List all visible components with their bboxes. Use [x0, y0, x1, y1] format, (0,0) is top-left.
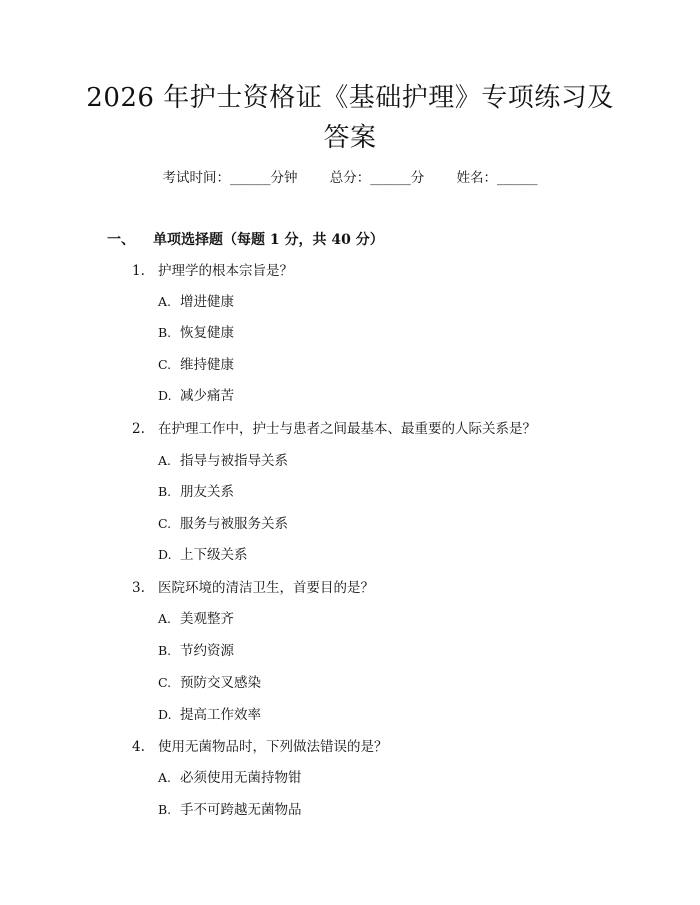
exam-name: 姓名：______ — [456, 170, 538, 186]
option-text: 恢复健康 — [180, 325, 234, 341]
option-letter: A. — [158, 453, 172, 468]
option-text: 提高工作效率 — [180, 707, 261, 723]
option-text: 减少痛苦 — [180, 388, 234, 404]
document-title-continued: 答案 — [323, 123, 377, 153]
option-letter: A. — [158, 770, 172, 785]
option-2c — [158, 514, 288, 534]
exam-total-score: 总分：______分 — [329, 170, 425, 186]
option-letter: B. — [158, 802, 172, 817]
document-title: 2026 年护士资格证《基础护理》专项练习及 — [86, 83, 614, 113]
option-1a — [158, 292, 234, 312]
option-letter: B. — [158, 484, 172, 499]
option-1c — [158, 355, 234, 375]
option-letter: C. — [158, 357, 172, 372]
question-number: 4. — [132, 739, 145, 755]
question-2 — [132, 419, 536, 439]
option-text: 增进健康 — [180, 294, 234, 310]
question-number: 1. — [132, 263, 145, 279]
section-number: 一、 — [107, 232, 135, 248]
option-text: 必须使用无菌持物钳 — [180, 770, 302, 786]
question-text: 护理学的根本宗旨是？ — [158, 263, 293, 279]
option-text: 服务与被服务关系 — [180, 516, 288, 532]
option-3c — [158, 673, 261, 693]
option-text: 指导与被指导关系 — [180, 453, 288, 469]
section-title: 单项选择题（每题 1 分，共 40 分） — [153, 232, 384, 248]
option-3a — [158, 609, 234, 629]
question-number: 3. — [132, 580, 145, 596]
option-letter: B. — [158, 643, 172, 658]
question-4 — [132, 737, 388, 757]
exam-time: 考试时间：______分钟 — [162, 170, 298, 186]
option-2b — [158, 482, 234, 502]
option-letter: A. — [158, 611, 172, 626]
option-text: 预防交叉感染 — [180, 675, 261, 691]
question-3 — [132, 578, 374, 598]
option-letter: A. — [158, 294, 172, 309]
option-1b — [158, 323, 234, 343]
option-4b — [158, 800, 302, 820]
option-letter: B. — [158, 325, 172, 340]
question-number: 2. — [132, 421, 145, 437]
section-heading — [107, 230, 384, 250]
option-4a — [158, 768, 302, 788]
question-text: 使用无菌物品时，下列做法错误的是？ — [158, 739, 388, 755]
option-2d — [158, 545, 248, 565]
option-letter: D. — [158, 547, 172, 562]
option-letter: C. — [158, 516, 172, 531]
option-2a — [158, 451, 288, 471]
option-3b — [158, 641, 234, 661]
question-text: 医院环境的清洁卫生，首要目的是？ — [158, 580, 374, 596]
option-text: 手不可跨越无菌物品 — [180, 802, 302, 818]
option-text: 美观整齐 — [180, 611, 234, 627]
question-1 — [132, 261, 293, 281]
option-text: 上下级关系 — [180, 547, 248, 563]
option-letter: D. — [158, 707, 172, 722]
option-3d — [158, 705, 261, 725]
option-text: 维持健康 — [180, 357, 234, 373]
option-text: 节约资源 — [180, 643, 234, 659]
option-letter: C. — [158, 675, 172, 690]
option-text: 朋友关系 — [180, 484, 234, 500]
option-letter: D. — [158, 388, 172, 403]
option-1d — [158, 386, 234, 406]
question-text: 在护理工作中，护士与患者之间最基本、最重要的人际关系是？ — [158, 421, 536, 437]
exam-meta — [0, 168, 700, 188]
